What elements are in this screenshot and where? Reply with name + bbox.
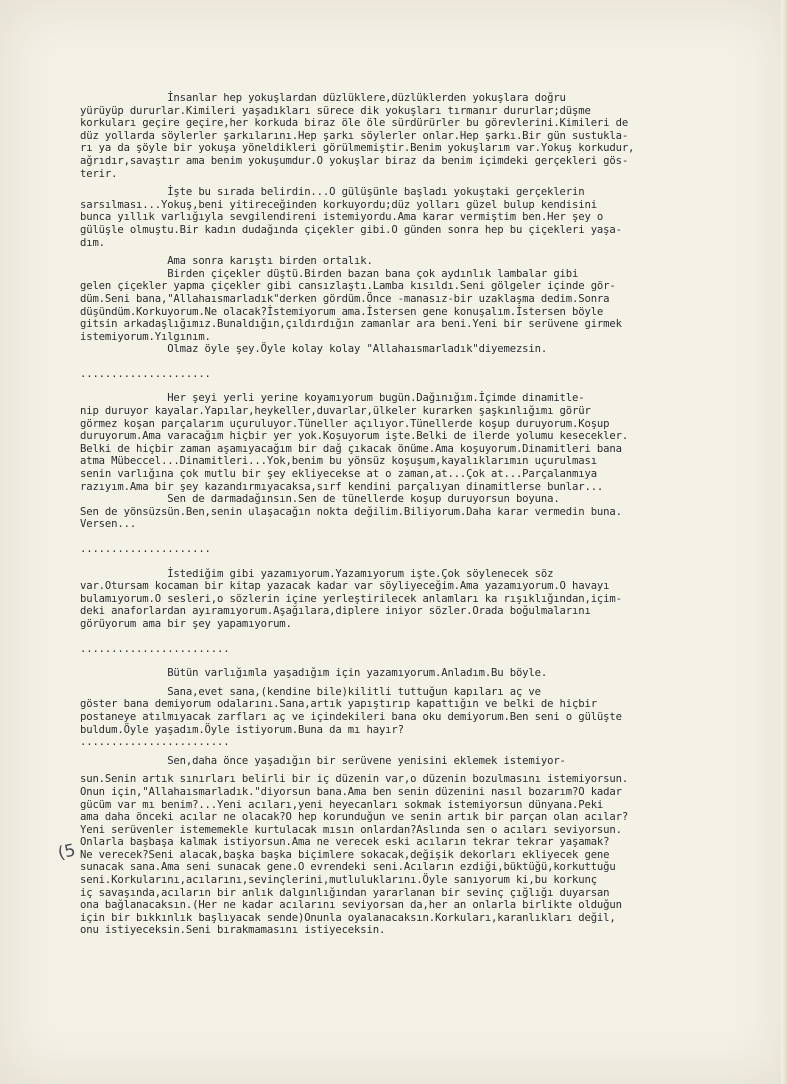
text-line: Ama sonra karıştı birden ortalık. (80, 255, 373, 268)
paragraph-gap (80, 380, 780, 392)
text-line: Olmaz öyle şey.Öyle kolay kolay "Allahaısmarladık"diyemezsin. (80, 343, 548, 356)
paragraph-gap (80, 556, 780, 568)
text-line: gülüşle olmuştu.Bir kadın dudağında çiçekler gibi.O günden sonra hep bu çiçekleri yaşa- (80, 223, 622, 236)
text-line: var.Otursam kocaman bir kitap yazacak kadar var söyliyeceğim.Ama yazamıyorum.O havayı (80, 580, 610, 593)
paragraph-gap (80, 531, 780, 543)
text-line: atma Mübeccel...Dinamitleri...Yok,benim bu yönsüz koşuşum,kayalıklarımın uçurulması (80, 455, 597, 468)
text-line: deki anaforlardan ayıramıyorum.Aşağılara,diplere iniyor sözler.Orada boğulmalarını (80, 605, 591, 618)
text-line: ağrıdır,savaştır ama benim yokuşumdur.O yokuşlar biraz da benim içimdeki gerçekleri gös- (80, 154, 629, 167)
text-line: Sen de yönsüzsün.Ben,senin ulaşacağın nokta değilim.Biliyorum.Daha karar vermedin buna. (80, 505, 622, 518)
text-line: terir. (80, 167, 118, 180)
text-line: ........................ (80, 736, 230, 749)
text-line: Versen... (80, 518, 137, 531)
text-line: buldum.Öyle yaşadım.Öyle istiyorum.Buna da mı hayır? (80, 723, 404, 736)
text-line: Sen,daha önce yaşadığın bir serüvene yenisini eklemek istemiyor- (80, 754, 566, 767)
text-line: sarsılması...Yokuş,beni yitireceğinden korkuyordu;düz yolları güzel bulup kendisini (80, 198, 597, 211)
text-line: düm.Seni bana,"Allahaısmarladık"derken gördüm.Önce -manasız-bir uzaklaşma dedim.Sonra (80, 292, 610, 305)
text-line: Ne verecek?Seni alacak,başka başka biçimlere sokacak,değişik dekorları ekliyecek gene (80, 848, 610, 861)
text-line: Onlarla başbaşa kalmak istiyorsun.Ama ne verecek eski acıların tekrar tekrar yaşamak? (80, 836, 610, 849)
text-line: İnsanlar hep yokuşlardan düzlüklere,düzlüklerden yokuşlara doğru (80, 92, 566, 104)
text-line: ........................ (80, 642, 230, 655)
text-line: istemiyorum.Yılgınım. (80, 330, 211, 343)
text-line: Belki de hiçbir zaman aşamıyacağım bir dağ çıkacak önüme.Ama koşuyorum.Dinamitleri bana (80, 442, 622, 455)
text-line: Bütün varlığımla yaşadığım için yazamıyorum.Anladım.Bu böyle. (80, 667, 548, 680)
paragraph-gap (80, 356, 780, 368)
text-line: Her şeyi yerli yerine koyamıyorum bugün.Dağınığım.İçimde dinamitle- (80, 392, 585, 405)
text-line: nip duruyor kayalar.Yapılar,heykeller,duvarlar,ülkeler kurarken şaşkınlığımı görür (80, 405, 591, 418)
text-line: görüyorum ama bir şey yapamıyorum. (80, 617, 292, 630)
handwritten-margin-note: (5 (56, 840, 78, 864)
text-line: sunacak sana.Ama seni sunacak gene.O evrendeki seni.Acıların ezdiği,büktüğü,korkuttuğu (80, 861, 616, 874)
text-line: görmez koşan parçalarım uçuruluyor.Tüneller açılıyor.Tünellerde koşup duruyorum.Koşup (80, 417, 610, 430)
text-line: razıyım.Ama bir şey kazandırmıyacaksa,sırf kendini parçalıyan dinamitlerse bunlar... (80, 480, 604, 493)
text-line: sun.Senin artık sınırları belirli bir iç düzenin var,o düzenin bozulmasını istemiyorsun. (80, 773, 629, 786)
text-line: göster bana demiyorum odalarını.Sana,artık yapıştırıp kapattığın ve belki de hiçbir (80, 698, 597, 711)
text-line: rı ya da şöyle bir yokuşa yöneldikleri görülmemiştir.Benim yokuşlarım var.Yokuş korkudur, (80, 142, 635, 155)
text-line: İşte bu sırada belirdin...O gülüşünle başladı yokuştaki gerçeklerin (80, 186, 585, 199)
text-line: İstediğim gibi yazamıyorum.Yazamıyorum işte.Çok söylenecek söz (80, 567, 554, 580)
text-line: dım. (80, 236, 105, 249)
text-line: senin varlığına çok mutlu bir şey ekliyecekse at o zaman,at...Çok at...Parçalanmıya (80, 468, 597, 481)
text-line: gelen çiçekler yapma çiçekler gibi cansızlaştı.Lamba kısıldı.Seni gölgeler içinde gör- (80, 280, 616, 293)
text-line: düz yollarda söylerler şarkılarını.Hep şarkı söylerler onlar.Hep şarkı.Bir gün sustukla- (80, 129, 629, 142)
text-line: bulamıyorum.O sesleri,o sözlerin içine yerleştirilecek anlamları ka rışıklığından,içim- (80, 592, 622, 605)
text-line: ama daha önceki acılar ne olacak?O hep korunduğun ve senin artık bir parçan olan acılar? (80, 811, 629, 824)
paragraph-gap (80, 655, 780, 667)
page-edge (781, 0, 788, 1084)
text-line: duruyorum.Ama varacağım hiçbir yer yok.Koşuyorum işte.Belki de ilerde yolumu kesecekler. (80, 430, 629, 443)
text-line: Onun için,"Allahaısmarladık."diyorsun bana.Ama ben senin düzenini nasıl bozarım?O kadar (80, 785, 622, 798)
text-line: gitsin arkadaşlığımız.Bunaldığın,çıldırdığın zamanlar ara beni.Yeni bir serüvene girmek (80, 318, 622, 331)
text-line: Sen de darmadağınsın.Sen de tünellerde koşup duruyorsun boyuna. (80, 493, 560, 506)
text-line: ..................... (80, 543, 211, 555)
text-line: seni.Korkularını,acılarını,sevinçlerini,mutluluklarını.Öyle sanıyorum ki,bu korkunç (80, 874, 597, 887)
paragraph-gap (80, 631, 780, 643)
text-line: ona bağlanacaksın.(Her ne kadar acılarını seviyorsan da,her an onlarla birlikte olduğun (80, 899, 622, 912)
text-line: Birden çiçekler düştü.Birden bazan bana çok aydınlık lambalar gibi (80, 267, 579, 280)
text-line: gücüm var mı benim?...Yeni acıları,yeni heyecanları sokmak istemiyorsun dünyana.Peki (80, 798, 604, 811)
text-line: ..................... (80, 367, 211, 380)
text-line: Sana,evet sana,(kendine bile)kilitli tuttuğun kapıları aç ve (80, 685, 541, 698)
text-line: Yeni serüvenler istememekle kurtulacak mısın onlardan?Aslında sen o acıları seviyorsun. (80, 823, 622, 836)
text-line: için bir bıkkınlık başlıyacak sende)Onunla oyalanacaksın.Korkuları,karanlıkları değil, (80, 911, 616, 924)
typewritten-text-body (80, 92, 780, 937)
text-line: düşündüm.Korkuyorum.Ne olacak?İstemiyorum ama.İstersen gene konuşalım.İstersen böyle (80, 305, 604, 318)
text-line: onu istiyeceksin.Seni bırakmamasını istiyeceksin. (80, 924, 386, 937)
text-line: korkuları geçire geçire,her korkuda biraz öle öle sürdürürler bu görevlerini.Kimileri de (80, 117, 629, 130)
text-line: postaneye atılmıyacak zarfları aç ve içindekileri bana oku demiyorum.Ben seni o gülüşte (80, 710, 622, 723)
text-line: iç savaşında,acıların bir anlık dalgınlığından yararlanan bir sevinç çığlığı duyarsan (80, 886, 610, 899)
text-line: yürüyüp dururlar.Kimileri yaşadıkları sürece dik yokuşları tırmanır dururlar;düşme (80, 104, 591, 117)
text-line: bunca yıllık varlığıyla sevgilendireni istemiyordu.Ama karar vermiştim ben.Her şey o (80, 211, 604, 224)
